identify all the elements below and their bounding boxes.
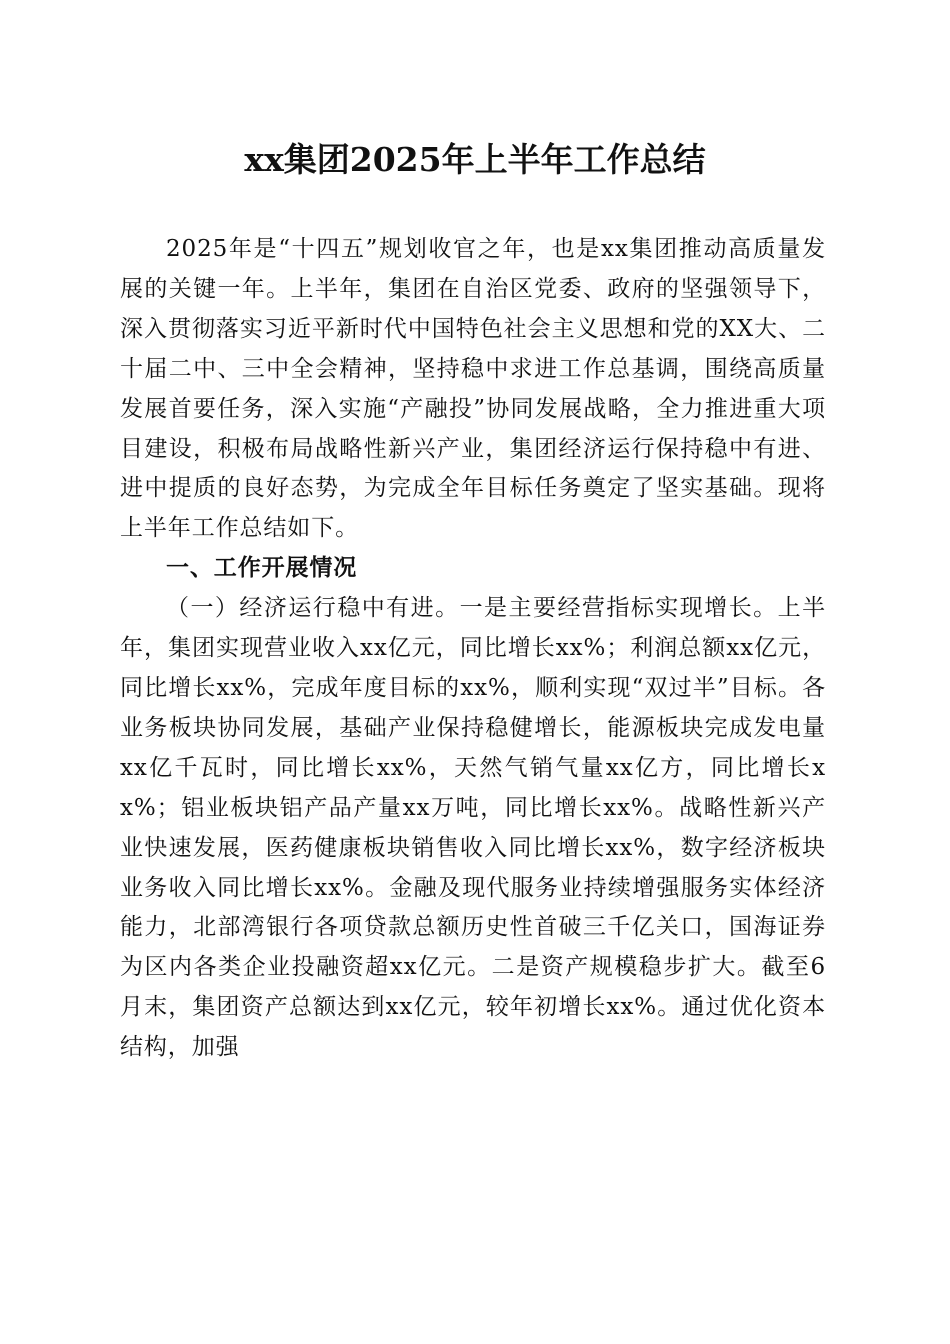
document-title: xx集团2025年上半年工作总结 bbox=[244, 140, 706, 179]
section-paragraph: （一）经济运行稳中有进。一是主要经营指标实现增长。上半年，集团实现营业收入xx亿元，同比增长xx%；利润总额xx亿元，同比增长xx%，完成年度目标的xx%，顺利实现“双过半”目标。各业务板块协同发展，基础产业保持稳健增长，能源板块完成发电量xx亿千瓦时，同比增长xx%，天然气销气量xx亿方，同比增长xx%；铝业板块铝产品产量xx万吨，同比增长xx%。战略性新兴产业快速发展，医药健康板块销售收入同比增长xx%，数字经济板块业务收入同比增长xx%。金融及现代服务业持续增强服务实体经济能力，北部湾银行各项贷款总额历史性首破三千亿关口，国海证券为区内各类企业投融资超xx亿元。二是资产规模稳步扩大。截至6月末，集团资产总额达到xx亿元，较年初增长xx%。通过优化资本结构，加强 bbox=[120, 595, 826, 1061]
section-heading: 一、工作开展情况 bbox=[166, 555, 358, 582]
intro-paragraph: 2025年是“十四五”规划收官之年，也是xx集团推动高质量发展的关键一年。上半年，集团在自治区党委、政府的坚强领导下，深入贯彻落实习近平新时代中国特色社会主义思想和党的XX大、二十届二中、三中全会精神，坚持稳中求进工作总基调，围绕高质量发展首要任务，深入实施“产融投”协同发展战略，全力推进重大项目建设，积极布局战略性新兴产业，集团经济运行保持稳中有进、进中提质的良好态势，为完成全年目标任务奠定了坚实基础。现将上半年工作总结如下。 bbox=[120, 236, 826, 542]
document-body bbox=[120, 230, 826, 1068]
